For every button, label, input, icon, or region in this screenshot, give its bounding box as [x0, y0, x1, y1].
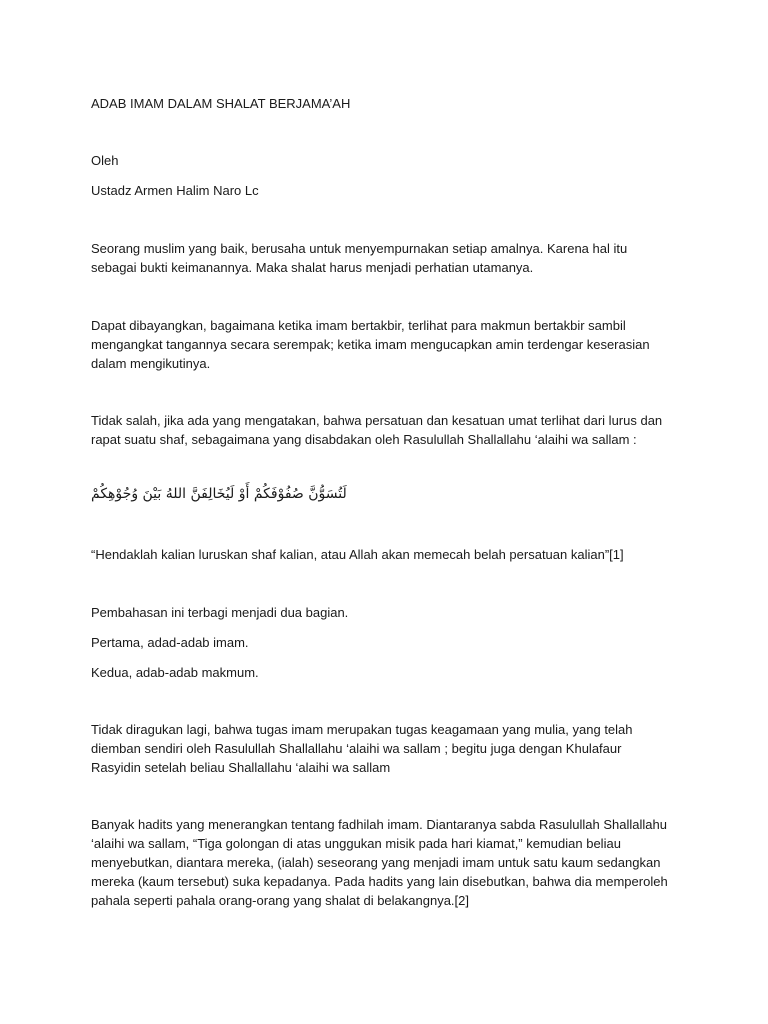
hadith-translation: “Hendaklah kalian luruskan shaf kalian, atau Allah akan memecah belah persatuan kalian”[1]	[91, 547, 624, 562]
section-first: Pertama, adad-adab imam.	[91, 635, 249, 650]
author-name: Ustadz Armen Halim Naro Lc	[91, 183, 259, 198]
paragraph-intro: Seorang muslim yang baik, berusaha untuk menyempurnakan setiap amalnya. Karena hal itu sebagai bukti keimanannya. Maka shalat harus menjadi perhatian utamanya.	[91, 241, 628, 275]
document-title: ADAB IMAM DALAM SHALAT BERJAMA’AH	[91, 96, 351, 111]
section-second: Kedua, adab-adab makmum.	[91, 665, 259, 680]
paragraph-unity: Tidak salah, jika ada yang mengatakan, bahwa persatuan dan kesatuan umat terlihat dari lurus dan rapat suatu shaf, sebagaimana yang disabdakan oleh Rasulullah Shallallahu ‘alaihi wa sallam :	[91, 413, 663, 447]
paragraph-imagery: Dapat dibayangkan, bagaimana ketika imam bertakbir, terlihat para makmun bertakbir sambil mengangkat tangannya secara serempak; ketika imam mengucapkan amin terdengar keserasian dalam mengikutinya.	[91, 318, 650, 371]
arabic-hadith-quote: لَتُسَوُّنَّ صُفُوْفَكُمْ أَوْ لَيُخَالِفَنَّ اللهُ بَيْنَ وُجُوْهِكُمْ	[91, 486, 347, 502]
author-prefix: Oleh	[91, 153, 119, 168]
paragraph-fadhilah: Banyak hadits yang menerangkan tentang fadhilah imam. Diantaranya sabda Rasulullah Shallallahu ‘alaihi wa sallam, “Tiga golongan di atas unggukan misik pada hari kiamat,” kemudian beliau menyebutkan, diantara mereka, (ialah) seseorang yang menjadi imam untuk satu kaum sedangkan mereka (kaum tersebut) suka kepadanya. Pada hadits yang lain disebutkan, bahwa dia memperoleh pahala seperti pahala orang-orang yang shalat di belakangnya.[2]	[91, 817, 668, 908]
section-intro: Pembahasan ini terbagi menjadi dua bagian.	[91, 605, 349, 620]
paragraph-imam-duty: Tidak diragukan lagi, bahwa tugas imam merupakan tugas keagamaan yang mulia, yang telah diemban sendiri oleh Rasulullah Shallallahu ‘alaihi wa sallam ; begitu juga dengan Khulafaur Rasyidin setelah beliau Shallallahu ‘alaihi wa sallam	[91, 722, 633, 775]
